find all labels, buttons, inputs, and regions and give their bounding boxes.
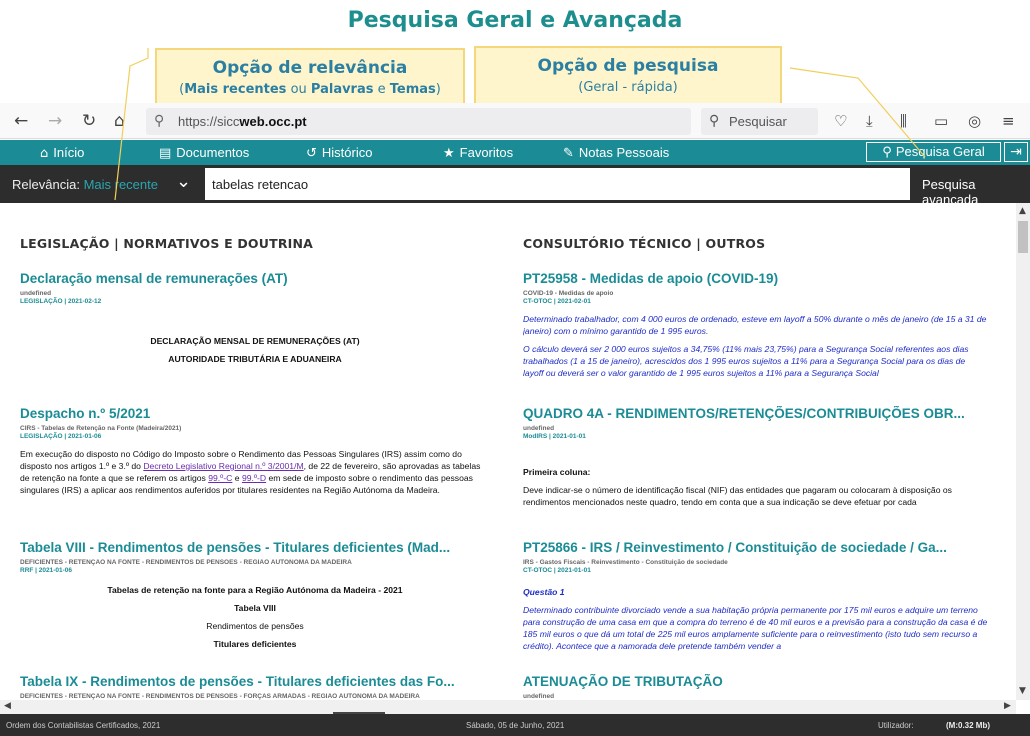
relevance-label: Relevância:: [12, 177, 80, 192]
nav-notas-label: Notas Pessoais: [578, 145, 670, 160]
callout-option-recent: Mais recentes: [184, 82, 287, 97]
result-body-line: Titulares deficientes: [213, 639, 297, 649]
home-icon[interactable]: ⌂: [114, 111, 125, 131]
callout-or: ou: [286, 82, 311, 97]
result-title[interactable]: Despacho n.º 5/2021: [20, 406, 151, 421]
result-item: [20, 406, 490, 521]
result-item: [20, 674, 490, 700]
result-body-text: em sede de imposto sobre o rendimento das pessoas singulares (IRS) a aplicar aos rendimentos auferidos por titulares residentes na Região Autónoma da Madeira.: [20, 473, 473, 495]
callout-option-themes: Temas: [389, 82, 436, 97]
result-meta: IRS - Gastos Fiscais - Reinvestimento - Constituição de sociedade: [523, 559, 728, 566]
relevance-callout: [155, 48, 465, 107]
result-item: [20, 271, 490, 386]
result-source: CT-OTOC | 2021-02-01: [523, 298, 591, 305]
result-item: [20, 540, 490, 655]
pesquisa-geral-button[interactable]: [866, 142, 1001, 162]
result-body: Deve indicar-se o número de identificação fiscal (NIF) das entidades que pagaram ou colocaram à disposição os rendimentos mencionados neste quadro, tendo em conta que a sua indicação se deve efetuar por cada: [523, 485, 952, 507]
result-title[interactable]: PT25958 - Medidas de apoio (COVID-19): [523, 271, 779, 286]
article-link[interactable]: 99.º-C: [208, 473, 233, 483]
result-body-line: Tabela VIII: [234, 603, 276, 613]
nav-favoritos[interactable]: [443, 145, 513, 161]
result-meta: CIRS - Tabelas de Retenção na Fonte (Madeira/2021): [20, 425, 182, 432]
vertical-scrollbar[interactable]: [1016, 203, 1030, 700]
result-meta: DEFICIENTES - RETENÇÃO NA FONTE - RENDIMENTOS DE PENSOES - FORÇAS ARMADAS - REGIÃO AUTONOMA DA MADEIRA: [20, 693, 420, 700]
nav-favoritos-label: Favoritos: [459, 145, 514, 160]
result-body-line: AUTORIDADE TRIBUTÁRIA E ADUANEIRA: [168, 354, 342, 364]
home-icon: ⌂: [40, 146, 49, 161]
search-bar: [0, 165, 1030, 207]
pocket-icon[interactable]: ♡: [834, 112, 848, 130]
result-title[interactable]: QUADRO 4A - RENDIMENTOS/RETENÇÕES/CONTRIBUIÇÕES OBR...: [523, 406, 965, 421]
callout-option-words: Palavras: [310, 82, 374, 97]
right-column: [523, 203, 988, 700]
results-area: [0, 203, 1016, 700]
status-date: Sábado, 05 de Junho, 2021: [466, 721, 565, 730]
result-body-line: DECLARAÇÃO MENSAL DE REMUNERAÇÕES (AT): [150, 336, 360, 346]
result-source: ModIRS | 2021-01-01: [523, 433, 586, 440]
user-label: Utilizador:: [878, 721, 914, 730]
scroll-right-icon[interactable]: ▶: [1004, 701, 1011, 711]
browser-toolbar: [0, 103, 1030, 139]
result-meta: undefined: [523, 425, 555, 432]
copyright-text: Ordem dos Contabilistas Certificados, 2021: [6, 721, 161, 730]
result-body: O cálculo deverá ser 2 000 euros sujeitos a 34,75% (11% mais 23,75%) para a Segurança Social referentes aos dias trabalhados (1 a 15 de janeiro), acrescidos dos 1 995 euros sujeitos a 11% para a Segurança Social para os dias de layoff ou deverá ser o valor garantido de 1 995 euros sujeitos a 11% para a Segurança Social: [523, 344, 969, 378]
nav-inicio[interactable]: [40, 145, 84, 161]
document-icon: ▤: [159, 146, 172, 161]
result-body: Determinado trabalhador, com 4 000 euros de ordenado, esteve em layoff a 50% durante o mês de janeiro (de 15 a 31 de janeiro) com o mínimo garantido de 1 995 euros.: [523, 314, 987, 336]
nav-documentos-label: Documentos: [176, 145, 250, 160]
chevron-down-icon[interactable]: ⌄: [176, 171, 192, 192]
search-callout-sub: (Geral - rápida): [578, 80, 678, 95]
scroll-down-icon[interactable]: ▼: [1019, 686, 1026, 696]
result-title[interactable]: Tabela VIII - Rendimentos de pensões - Titulares deficientes (Mad...: [20, 540, 451, 555]
result-item: [523, 406, 988, 521]
forward-arrow-icon[interactable]: →: [48, 111, 63, 131]
relevance-selector[interactable]: [12, 177, 158, 192]
callout-paren-open: (: [179, 82, 185, 97]
result-source: CT-OTOC | 2021-01-01: [523, 567, 591, 574]
left-column: [20, 203, 490, 700]
nav-historico-label: Histórico: [321, 145, 373, 160]
callout-paren-close: ): [435, 82, 441, 97]
logout-icon[interactable]: ⇥: [1004, 142, 1028, 162]
scrollbar-thumb[interactable]: [1018, 221, 1028, 253]
search-callout-title: Opção de pesquisa: [537, 56, 719, 76]
back-arrow-icon[interactable]: ←: [14, 111, 29, 131]
relevance-value: Mais recente: [83, 177, 158, 192]
result-item: [523, 674, 988, 700]
search-icon: ⚲: [154, 113, 165, 129]
memory-usage: (M:0.32 Mb): [946, 721, 990, 730]
relevance-callout-sub: [157, 82, 463, 97]
advanced-search-link[interactable]: Pesquisa avançada: [922, 177, 979, 207]
library-icon[interactable]: ⫼: [900, 112, 907, 130]
pesquisa-geral-label: Pesquisa Geral: [895, 144, 985, 159]
url-bar[interactable]: [146, 108, 691, 135]
search-callout: [474, 46, 782, 105]
right-column-heading: CONSULTÓRIO TÉCNICO | OUTROS: [523, 236, 766, 251]
main-navigation: [0, 140, 1030, 165]
result-source: LEGISLAÇÃO | 2021-02-12: [20, 298, 102, 305]
browser-search-input[interactable]: Pesquisar: [701, 108, 818, 135]
article-link[interactable]: 99.º-D: [241, 473, 267, 483]
result-title[interactable]: Declaração mensal de remunerações (AT): [20, 271, 288, 286]
result-meta: undefined: [523, 693, 555, 700]
browser-search-icon: ⚲: [709, 113, 720, 129]
history-icon: ↺: [306, 146, 317, 161]
nav-historico[interactable]: [306, 145, 372, 161]
pencil-icon: ✎: [563, 146, 574, 161]
result-meta: DEFICIENTES - RETENÇÃO NA FONTE - RENDIMENTOS DE PENSOES - REGIÃO AUTONOMA DA MADEIRA: [20, 559, 352, 566]
status-bar: [0, 714, 1030, 736]
result-source: RRF | 2021-01-06: [20, 567, 73, 574]
result-item: [523, 540, 988, 655]
search-query-input[interactable]: [205, 168, 910, 200]
reader-icon[interactable]: ▭: [934, 112, 949, 130]
result-body-line: Rendimentos de pensões: [206, 621, 304, 631]
result-item: [523, 271, 988, 386]
result-body: Determinado contribuinte divorciado vende a sua habitação própria permanente por 175 mil euros e adquire um terreno para construção de uma casa em que a compra do terreno é de 40 mil euros e a previsão para a construção da casa é de 185 mil euros o que dá um total de 225 mil euros amplamente suficiente para o reinvestimento (isto tudo sem recurso a crédito). Acontece que a namorada dele pretende também vender a: [523, 605, 988, 651]
menu-icon[interactable]: ≡: [1002, 112, 1015, 130]
scroll-left-icon[interactable]: ◀: [4, 701, 11, 711]
decree-link[interactable]: Decreto Legislativo Regional n.º 3/2001/M: [143, 461, 304, 471]
result-title[interactable]: PT25866 - IRS / Reinvestimento / Constituição de sociedade / Ga...: [523, 540, 947, 555]
url-prefix: https://sicc: [178, 114, 240, 129]
annotation-title: Pesquisa Geral e Avançada: [347, 8, 683, 33]
result-body-line: Tabelas de retenção na fonte para a Região Autónoma da Madeira - 2021: [107, 585, 403, 595]
result-body-text: Em execução do disposto no Código do Imposto sobre o Rendimento das Pessoas Singulares (IRS) assim como do disposto nos artigos 1.º e 3.º do: [20, 449, 462, 471]
relevance-callout-title: Opção de relevância: [212, 58, 408, 78]
download-icon[interactable]: ⤓: [866, 112, 873, 130]
result-body-text: e: [232, 473, 242, 483]
result-question: Questão 1: [523, 587, 565, 597]
result-meta: undefined: [20, 290, 52, 297]
nav-inicio-label: Início: [53, 145, 85, 160]
nav-documentos[interactable]: [159, 145, 249, 161]
left-column-heading: LEGISLAÇÃO | NORMATIVOS E DOUTRINA: [20, 236, 314, 251]
horizontal-scrollbar[interactable]: [0, 700, 1016, 714]
reload-icon[interactable]: ↻: [82, 111, 97, 131]
result-body-text: , de 22 de fevereiro, são aprovadas as tabelas de retenção na fonte a que se referem os artigos: [20, 461, 481, 483]
result-title[interactable]: ATENUAÇÃO DE TRIBUTAÇÃO: [523, 674, 723, 689]
result-meta: COVID-19 - Medidas de apoio: [523, 290, 614, 297]
search-icon: ⚲: [882, 145, 896, 160]
zoom-icon[interactable]: ◎: [968, 112, 982, 130]
result-body-line: Primeira coluna:: [523, 467, 591, 477]
result-title[interactable]: Tabela IX - Rendimentos de pensões - Titulares deficientes das Fo...: [20, 674, 455, 689]
scroll-up-icon[interactable]: ▲: [1019, 206, 1026, 216]
star-icon: ★: [443, 146, 455, 161]
result-source: LEGISLAÇÃO | 2021-01-06: [20, 433, 102, 440]
url-domain: web.occ.pt: [239, 114, 307, 129]
nav-notas-pessoais[interactable]: [563, 145, 669, 161]
callout-and: e: [373, 82, 390, 97]
result-body: [20, 448, 490, 496]
